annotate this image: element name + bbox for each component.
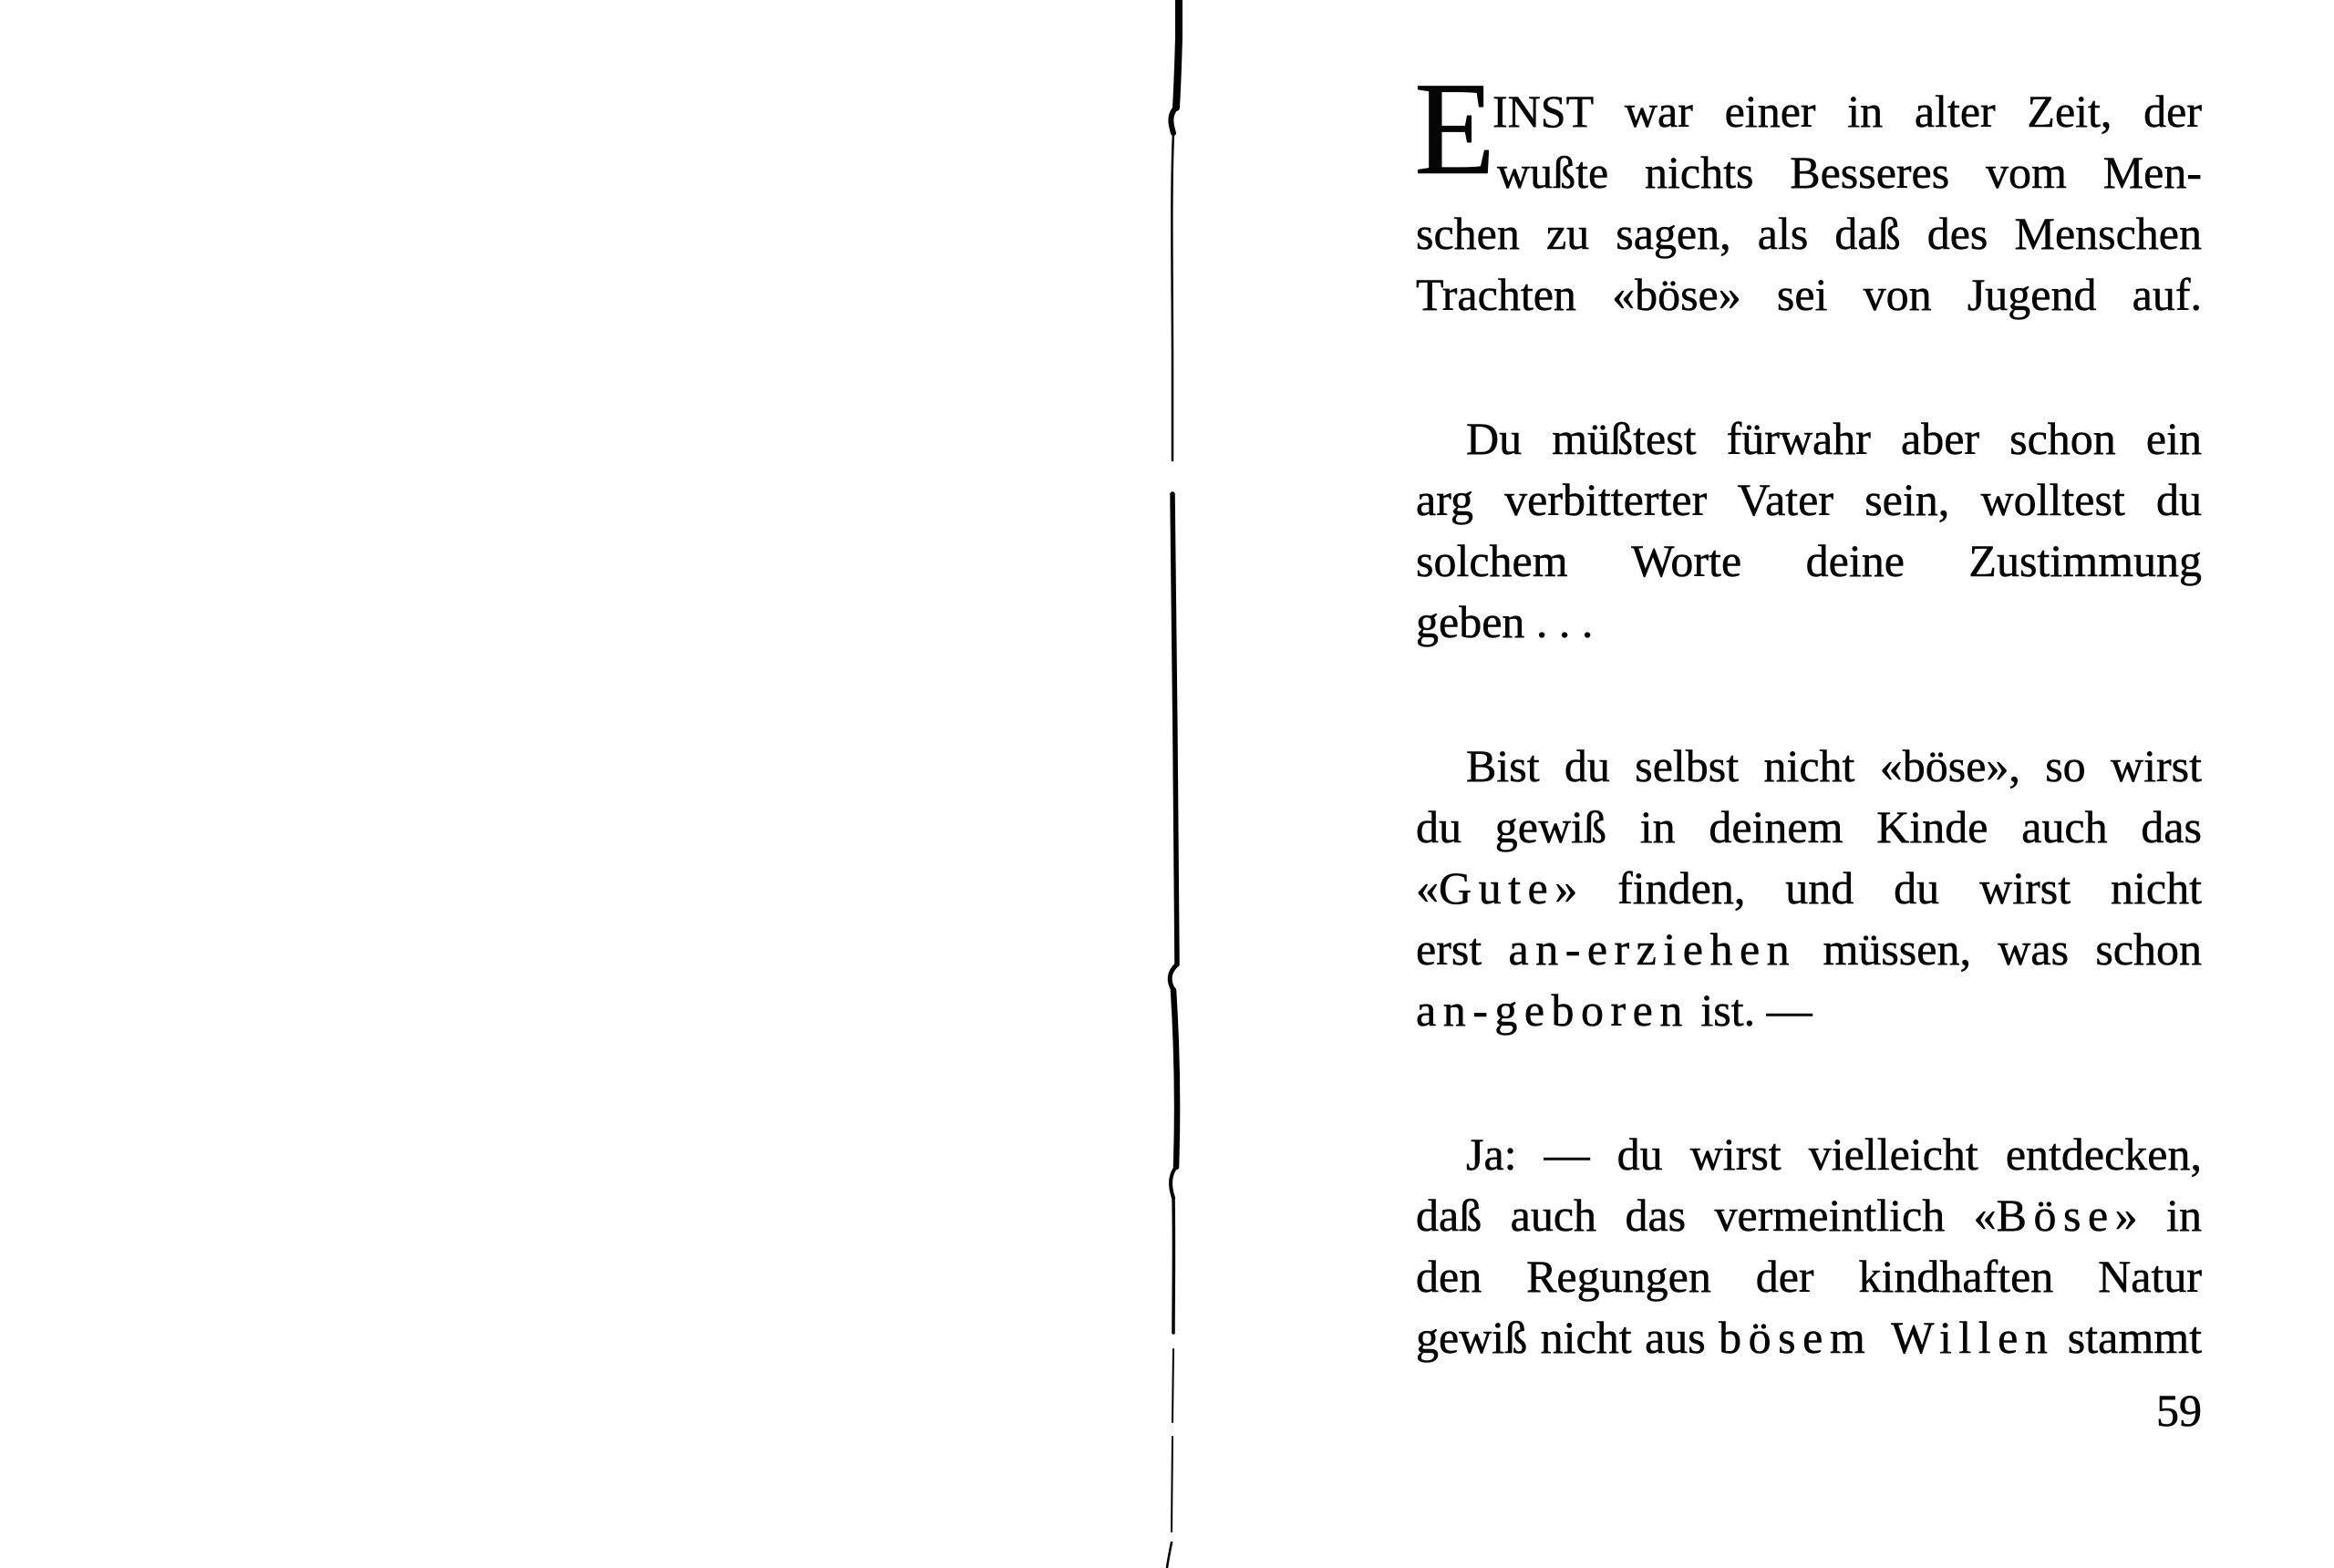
page-text-column [1414, 55, 2202, 1368]
text-line [1416, 797, 2202, 858]
text-line [1416, 919, 2202, 980]
text-segment: « [1416, 862, 1439, 913]
text-segment: INST war einer in alter Zeit, der [1492, 86, 2202, 137]
text-line [1416, 1185, 2202, 1246]
text-segment: den Regungen der kindhaften Natur [1416, 1251, 2202, 1302]
text-line [1416, 142, 2202, 203]
text-line [1416, 1307, 2202, 1368]
text-line [1416, 203, 2202, 264]
text-segment: Trachten «böse» sei von Jugend auf. [1416, 269, 2202, 320]
text-segment: gewiß nicht aus [1416, 1312, 1720, 1363]
page-number: 59 [2156, 1385, 2202, 1436]
book-gutter-line [1149, 0, 1203, 1568]
text-segment: daß auch das vermeintlich « [1416, 1190, 1997, 1241]
drop-cap: E [1414, 55, 1496, 202]
text-segment: » in [2114, 1190, 2202, 1241]
text-line [1416, 736, 2202, 797]
text-segment: solchem Worte deine Zustimmung [1416, 535, 2202, 586]
text-segment: wußte nichts Besseres vom Men- [1497, 147, 2202, 198]
text-segment: Du müßtest fürwahr aber schon ein [1466, 413, 2202, 464]
right-page [1203, 0, 2334, 1568]
text-line [1416, 858, 2202, 919]
text-segment: ist. — [1689, 985, 1812, 1036]
text-line [1416, 1246, 2202, 1307]
paragraph [1414, 55, 2202, 325]
text-line [1416, 980, 2202, 1041]
text-line [1416, 531, 2202, 592]
text-segment: du gewiß in deinem Kinde auch das [1416, 801, 2202, 852]
paragraph [1416, 408, 2202, 653]
text-line [1416, 264, 2202, 325]
text-segment: Ja: — du wirst vielleicht entdecken, [1466, 1129, 2202, 1180]
text-line [1416, 592, 2202, 653]
text-segment: Gute [1439, 862, 1555, 913]
text-segment: arg verbitterter Vater sein, wolltest du [1416, 474, 2202, 525]
left-page-blank [0, 0, 1149, 1568]
text-segment: stammt [2054, 1312, 2202, 1363]
paragraph [1416, 736, 2202, 1041]
text-segment: an-erziehen [1508, 923, 1797, 975]
text-segment: erst [1416, 923, 1509, 975]
text-line [1416, 81, 2202, 142]
text-segment: Bist du selbst nicht «böse», so wirst [1466, 740, 2202, 791]
text-line [1416, 408, 2202, 469]
text-segment: geben . . . [1416, 596, 1594, 647]
text-segment: schen zu sagen, als daß des Menschen [1416, 208, 2202, 259]
text-segment: Böse [1996, 1190, 2115, 1241]
text-line [1416, 469, 2202, 531]
text-segment: an-geboren [1416, 985, 1689, 1036]
text-segment: müssen, was schon [1796, 923, 2202, 975]
text-segment: » finden, und du wirst nicht [1554, 862, 2202, 913]
text-segment: bösem Willen [1719, 1312, 2055, 1363]
text-line [1416, 1124, 2202, 1185]
paragraph [1416, 1124, 2202, 1368]
